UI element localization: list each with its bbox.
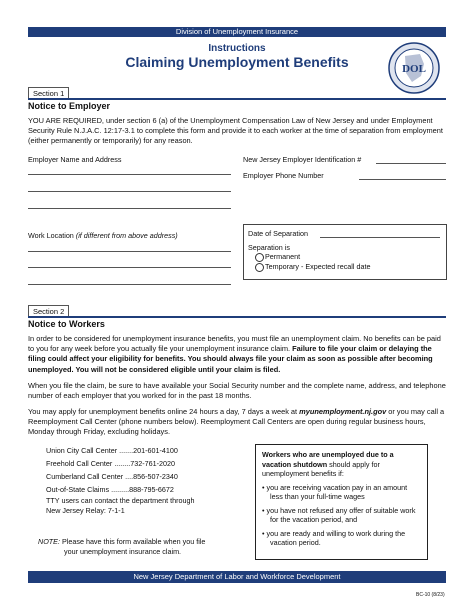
employer-id-label: New Jersey Employer Identification #	[243, 155, 362, 164]
section-1-heading: Notice to Employer	[28, 101, 111, 111]
form-number: BC-10 (8/23)	[416, 592, 445, 598]
section-1-rule	[28, 98, 446, 100]
employer-name-line-3[interactable]	[28, 208, 231, 209]
tty-line-2: New Jersey Relay: 7-1-1	[46, 506, 125, 515]
vacation-box-title-rest: should apply for unemployment benefits if:	[262, 459, 380, 478]
employer-phone-label: Employer Phone Number	[243, 171, 324, 180]
phone-out-of-state: Out-of-State Claims .........888-795-6672	[46, 485, 174, 494]
date-of-separation-field[interactable]	[320, 237, 440, 238]
vacation-bullet-1: • you are receiving vacation pay in an amount less than your full-time wages	[262, 482, 408, 501]
note-line-1	[38, 537, 205, 546]
note-label: NOTE:	[38, 537, 60, 546]
vacation-bullet-3-text: you are ready and willing to work during the vacation period.	[266, 528, 406, 547]
radio-permanent[interactable]	[255, 253, 264, 262]
vacation-box-title-bold: Workers who are unemployed due to a vacation shutdown	[262, 450, 394, 469]
work-location-label	[28, 231, 178, 240]
phone-cumberland: Cumberland Call Center ....856-507-2340	[46, 472, 178, 481]
vacation-bullet-3: • you are ready and willing to work during the vacation period.	[262, 528, 406, 547]
division-banner: Division of Unemployment Insurance	[28, 27, 446, 37]
phone-union-city: Union City Call Center .......201-601-4100	[46, 446, 178, 455]
vacation-bullet-2-text: you have not refused any offer of suitable work for the vacation period, and	[266, 505, 416, 524]
page-title: Claiming Unemployment Benefits	[125, 54, 349, 70]
note-text: Please have this form available when you file	[61, 537, 206, 546]
seal-text: DOL	[402, 63, 426, 75]
work-location-text: Work Location	[28, 231, 74, 240]
radio-temporary[interactable]	[255, 263, 264, 272]
vacation-bullet-1-text: you are receiving vacation pay in an amount less than your full-time wages	[266, 482, 408, 501]
note-line-2: your unemployment insurance claim.	[64, 547, 182, 556]
section-2-heading: Notice to Workers	[28, 319, 105, 329]
date-of-separation-label: Date of Separation	[248, 229, 308, 238]
workers-paragraph-2: When you file the claim, be sure to have available your Social Security number and the complete name, address, and telephone number of each employer that you worked for in the past 18 months.	[28, 381, 446, 401]
section-1-label: Section 1	[28, 87, 69, 100]
workers-p1-text: In order to be considered for unemployment insurance benefits, you must file an unemployment claim. No benefits can be paid to you for any week before you actually file your unemployment insurance claim.	[28, 334, 441, 354]
tty-line-1: TTY users can contact the department through	[46, 496, 195, 505]
option-temporary-label: Temporary - Expected recall date	[265, 262, 371, 271]
work-location-note: (if different from above address)	[75, 231, 178, 240]
option-permanent-label: Permanent	[265, 252, 301, 261]
department-footer: New Jersey Department of Labor and Workforce Development	[28, 571, 446, 583]
separation-is-label: Separation is	[248, 243, 290, 252]
dol-seal-logo	[388, 42, 440, 94]
vacation-shutdown-box	[255, 444, 428, 560]
employer-name-line-2[interactable]	[28, 191, 231, 192]
section-2-label: Section 2	[28, 305, 69, 318]
phone-freehold: Freehold Call Center ........732-761-2020	[46, 459, 176, 468]
section-2-rule	[28, 316, 446, 318]
work-location-line-3[interactable]	[28, 284, 231, 285]
work-location-line-2[interactable]	[28, 267, 231, 268]
option-temporary[interactable]	[255, 262, 370, 272]
myunemployment-link[interactable]: myunemployment.nj.gov	[299, 407, 387, 416]
employer-id-field[interactable]	[376, 163, 446, 164]
work-location-line-1[interactable]	[28, 251, 231, 252]
employer-notice-text: YOU ARE REQUIRED, under section 6 (a) of the Unemployment Compensation Law of New Jersey and under Employment Security Rule N.J.A.C. 12:17-3.1 to complete this form and provide it to each worker at the time of separation from employment (either permanently or temporarily) for any reason.	[28, 116, 443, 146]
workers-p1-bold: Failure to file your claim or delaying the filing could affect your eligibility for benefits. You should always file your claim as soon as possible after becoming unemployed. You will not be considered eligible until your claim is filed.	[28, 344, 433, 374]
employer-phone-field[interactable]	[359, 179, 446, 180]
workers-p3-rest: or you may call a Reemployment Call Center (phone numbers below). Reemployment Call Centers are open during regular business hours, Monday through Friday, excluding holidays.	[28, 407, 445, 437]
vacation-bullet-2: • you have not refused any offer of suitable work for the vacation period, and	[262, 505, 416, 524]
workers-p3-text: You may apply for unemployment benefits online 24 hours a day, 7 days a week at	[28, 407, 298, 416]
workers-paragraph-3	[28, 407, 446, 438]
instructions-label: Instructions	[208, 43, 266, 54]
option-permanent[interactable]	[255, 252, 300, 262]
workers-paragraph-1	[28, 334, 446, 375]
vacation-box-title	[262, 450, 421, 479]
employer-name-line-1[interactable]	[28, 174, 231, 175]
employer-name-label: Employer Name and Address	[28, 155, 122, 164]
